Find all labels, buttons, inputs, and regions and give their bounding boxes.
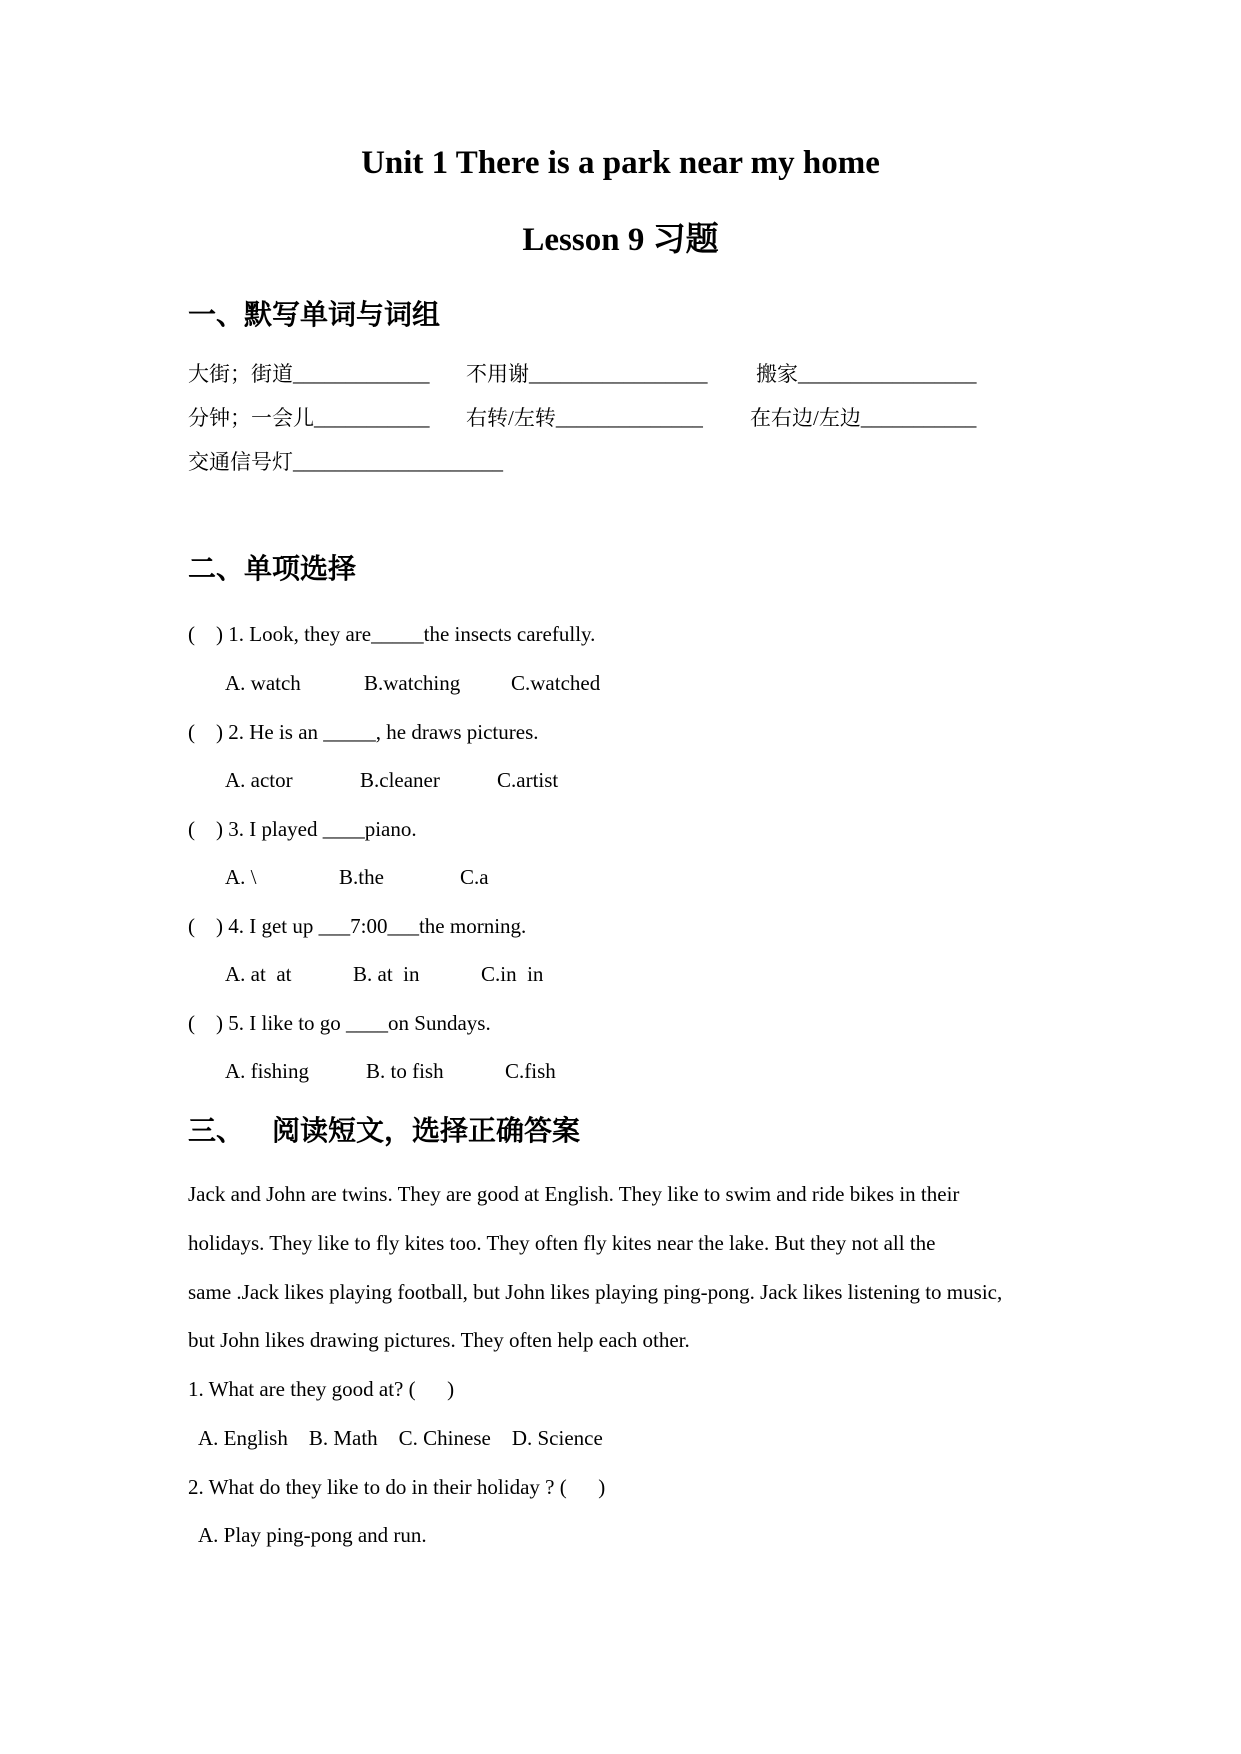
question-5-stem: ( ) 5. I like to go ____on Sundays. xyxy=(188,1011,491,1035)
question-4-option-a: A. at at xyxy=(225,962,292,986)
passage-line-2: holidays. They like to fly kites too. They often fly kites near the lake. But they not all the xyxy=(188,1231,936,1255)
reading-question-2-stem: 2. What do they like to do in their holiday ? ( ) xyxy=(188,1475,606,1499)
section-3-heading: 三、 阅读短文，选择正确答案 xyxy=(188,1116,581,1147)
question-3-stem: ( ) 3. I played ____piano. xyxy=(188,817,417,841)
question-1-option-a: A. watch xyxy=(225,671,301,695)
vocab-item-street: 大街；街道_____________ xyxy=(188,362,430,386)
section-1-heading: 一、默写单词与词组 xyxy=(188,300,441,331)
vocab-item-minute: 分钟；一会儿___________ xyxy=(188,406,430,430)
question-3-option-b: B.the xyxy=(339,865,384,889)
vocab-item-turn-right-left: 右转/左转______________ xyxy=(466,406,703,430)
question-4-option-b: B. at in xyxy=(353,962,420,986)
question-5-option-b: B. to fish xyxy=(366,1059,444,1083)
question-1-stem: ( ) 1. Look, they are_____the insects carefully. xyxy=(188,622,596,646)
reading-question-2-option-a: A. Play ping-pong and run. xyxy=(198,1523,427,1547)
question-5-option-c: C.fish xyxy=(505,1059,556,1083)
vocab-item-move-house: 搬家_________________ xyxy=(756,362,977,386)
question-3-option-c: C.a xyxy=(460,865,489,889)
section-2-heading: 二、单项选择 xyxy=(188,554,357,585)
question-3-option-a: A. \ xyxy=(225,865,257,889)
question-2-option-b: B.cleaner xyxy=(360,768,440,792)
vocab-item-on-the-right-left: 在右边/左边___________ xyxy=(750,406,977,430)
reading-question-1-options: A. English B. Math C. Chinese D. Science xyxy=(198,1426,603,1450)
lesson-subtitle: Lesson 9 习题 xyxy=(522,222,719,258)
question-2-option-c: C.artist xyxy=(497,768,559,792)
question-5-option-a: A. fishing xyxy=(225,1059,309,1083)
question-1-option-c: C.watched xyxy=(511,671,601,695)
passage-line-4: but John likes drawing pictures. They often help each other. xyxy=(188,1328,690,1352)
question-4-option-c: C.in in xyxy=(481,962,544,986)
vocab-item-traffic-light: 交通信号灯____________________ xyxy=(188,450,503,474)
vocab-item-you-are-welcome: 不用谢_________________ xyxy=(466,362,708,386)
question-2-stem: ( ) 2. He is an _____, he draws pictures. xyxy=(188,720,539,744)
worksheet-title: Unit 1 There is a park near my home xyxy=(361,145,880,181)
question-4-stem: ( ) 4. I get up ___7:00___the morning. xyxy=(188,914,527,938)
passage-line-3: same .Jack likes playing football, but John likes playing ping-pong. Jack likes listening to music, xyxy=(188,1280,1003,1304)
question-2-option-a: A. actor xyxy=(225,768,293,792)
question-1-option-b: B.watching xyxy=(364,671,461,695)
reading-question-1-stem: 1. What are they good at? ( ) xyxy=(188,1377,455,1401)
passage-line-1: Jack and John are twins. They are good at English. They like to swim and ride bikes in their xyxy=(188,1182,960,1206)
